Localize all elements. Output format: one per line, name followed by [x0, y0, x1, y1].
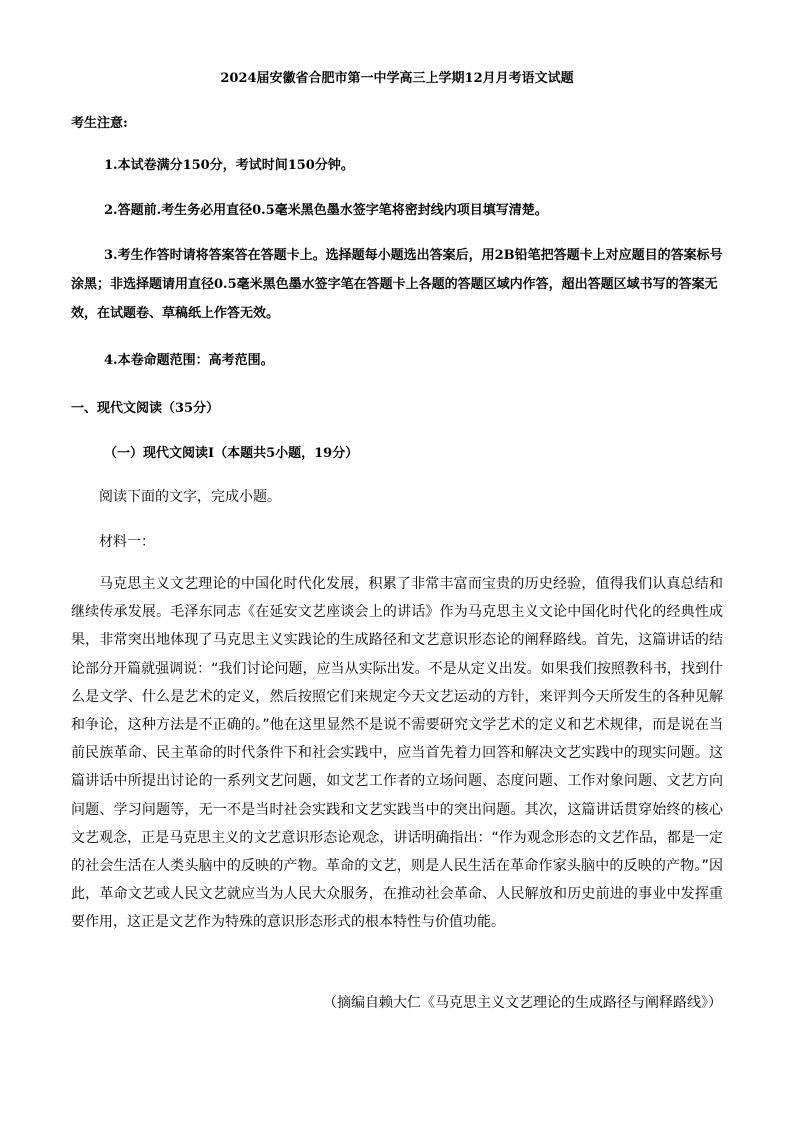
notice-item: 1.本试卷满分150分，考试时间150分钟。: [104, 158, 354, 173]
instruction-text: 阅读下面的文字，完成小题。: [99, 489, 281, 505]
page-title: 2024届安徽省合肥市第一中学高三上学期12月月考语文试题: [220, 71, 574, 86]
notice-item: 3.考生作答时请将答案答在答题卡上。选择题每小题选出答案后，用2B铅笔把答题卡上对应题目的答案标号涂黑；非选择题请用直径0.5毫米黑色墨水签字笔在答题卡上各题的答题区域内作答，超出答题区域书写的答案无效，在试题卷、草稿纸上作答无效。: [71, 248, 723, 321]
notice-item: 2.答题前.考生务必用直径0.5毫米黑色墨水签字笔将密封线内项目填写清楚。: [104, 203, 548, 218]
source-citation: （摘编自赖大仁《马克思主义文艺理论的生成路径与阐释路线》）: [323, 995, 722, 1011]
body-paragraph: 马克思主义文艺理论的中国化时代化发展，积累了非常丰富而宝贵的历史经验，值得我们认真总结和继续传承发展。毛泽东同志《在延安文艺座谈会上的讲话》作为马克思主义文论中国化时代化的经典性成果，非常突出地体现了马克思主义实践论的生成路径和文艺意识形态论的阐释路线。首先，这篇讲话的结论部分开篇就强调说：“我们讨论问题，应当从实际出发。不是从定义出发。如果我们按照教科书，找到什么是文学、什么是艺术的定义，然后按照它们来规定今天文艺运动的方针，来评判今天所发生的各种见解和争论，这种方法是不正确的。”他在这里显然不是说不需要研究文学艺术的定义和艺术规律，而是说在当前民族革命、民主革命的时代条件下和社会实践中，应当首先着力回答和解决文艺实践中的现实问题。这篇讲话中所提出讨论的一系列文艺问题，如文艺工作者的立场问题、态度问题、工作对象问题、文艺方向问题、学习问题等，无一不是当时社会实践和文艺实践当中的突出问题。其次，这篇讲话贯穿始终的核心文艺观念，正是马克思主义的文艺意识形态论观念，讲话明确指出：“作为观念形态的文艺作品，都是一定的社会生活在人类头脑中的反映的产物。革命的文艺，则是人民生活在革命作家头脑中的反映的产物。”因此，革命文艺或人民文艺就应当为人民大众服务，在推动社会革命、人民解放和历史前进的事业中发挥重要作用，这正是文艺作为特殊的意识形态形式的根本特性与价值功能。: [71, 576, 723, 931]
section-heading: 一、现代文阅读（35分）: [71, 401, 220, 416]
notice-heading: 考生注意:: [71, 116, 128, 131]
notice-item: 4.本卷命题范围：高考范围。: [104, 353, 274, 368]
material-label: 材料一：: [99, 534, 155, 550]
subsection-heading: （一）现代文阅读I（本题共5小题，19分）: [104, 446, 359, 461]
